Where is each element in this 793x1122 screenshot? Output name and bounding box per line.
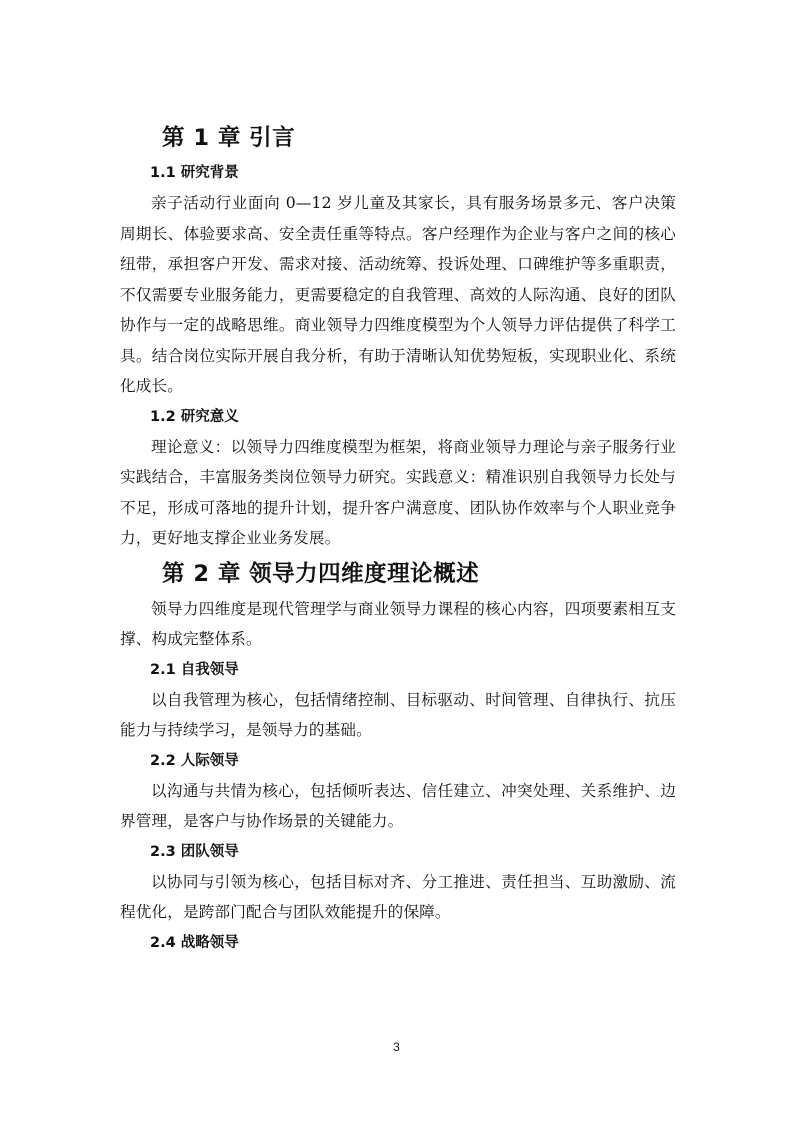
section-2-3-heading: 2.3 团队领导 [150,843,239,860]
section-1-2-heading: 1.2 研究意义 [150,408,239,425]
section-2-2-paragraph: 以沟通与共情为核心，包括倾听表达、信任建立、冲突处理、关系维护、边界管理，是客户与协作场景的关键能力。 [120,781,676,830]
page-content [120,118,676,958]
section-2-4-heading: 2.4 战略领导 [150,934,239,951]
section-2-2-heading: 2.2 人际领导 [150,752,239,769]
section-1-1-paragraph: 亲子活动行业面向 0—12 岁儿童及其家长，具有服务场景多元、客户决策周期长、体验要求高、安全责任重等特点。客户经理作为企业与客户之间的核心纽带，承担客户开发、需求对接、活动统筹、投诉处理、口碑维护等多重职责，不仅需要专业服务能力，更需要稳定的自我管理、高效的人际沟通、良好的团队协作与一定的战略思维。商业领导力四维度模型为个人领导力评估提供了科学工具。结合岗位实际开展自我分析，有助于清晰认知优势短板，实现职业化、系统化成长。 [120,194,676,395]
section-2-1-heading: 2.1 自我领导 [150,661,239,678]
chapter-2-title: 第 2 章 领导力四维度理论概述 [162,560,480,587]
chapter-2-intro-paragraph: 领导力四维度是现代管理学与商业领导力课程的核心内容，四项要素相互支撑、构成完整体系。 [120,599,676,648]
section-2-1-paragraph: 以自我管理为核心，包括情绪控制、目标驱动、时间管理、自律执行、抗压能力与持续学习，是领导力的基础。 [120,690,676,739]
section-1-1-heading: 1.1 研究背景 [150,165,239,181]
section-2-3-paragraph: 以协同与引领为核心，包括目标对齐、分工推进、责任担当、互助激励、流程优化，是跨部门配合与团队效能提升的保障。 [120,872,676,921]
chapter-1-title: 第 1 章 引言 [162,125,296,151]
page-number: 3 [393,1040,400,1054]
section-1-2-paragraph: 理论意义：以领导力四维度模型为框架，将商业领导力理论与亲子服务行业实践结合，丰富服务类岗位领导力研究。实践意义：精准识别自我领导力长处与不足，形成可落地的提升计划，提升客户满意度、团队协作效率与个人职业竞争力，更好地支撑企业业务发展。 [120,437,676,547]
